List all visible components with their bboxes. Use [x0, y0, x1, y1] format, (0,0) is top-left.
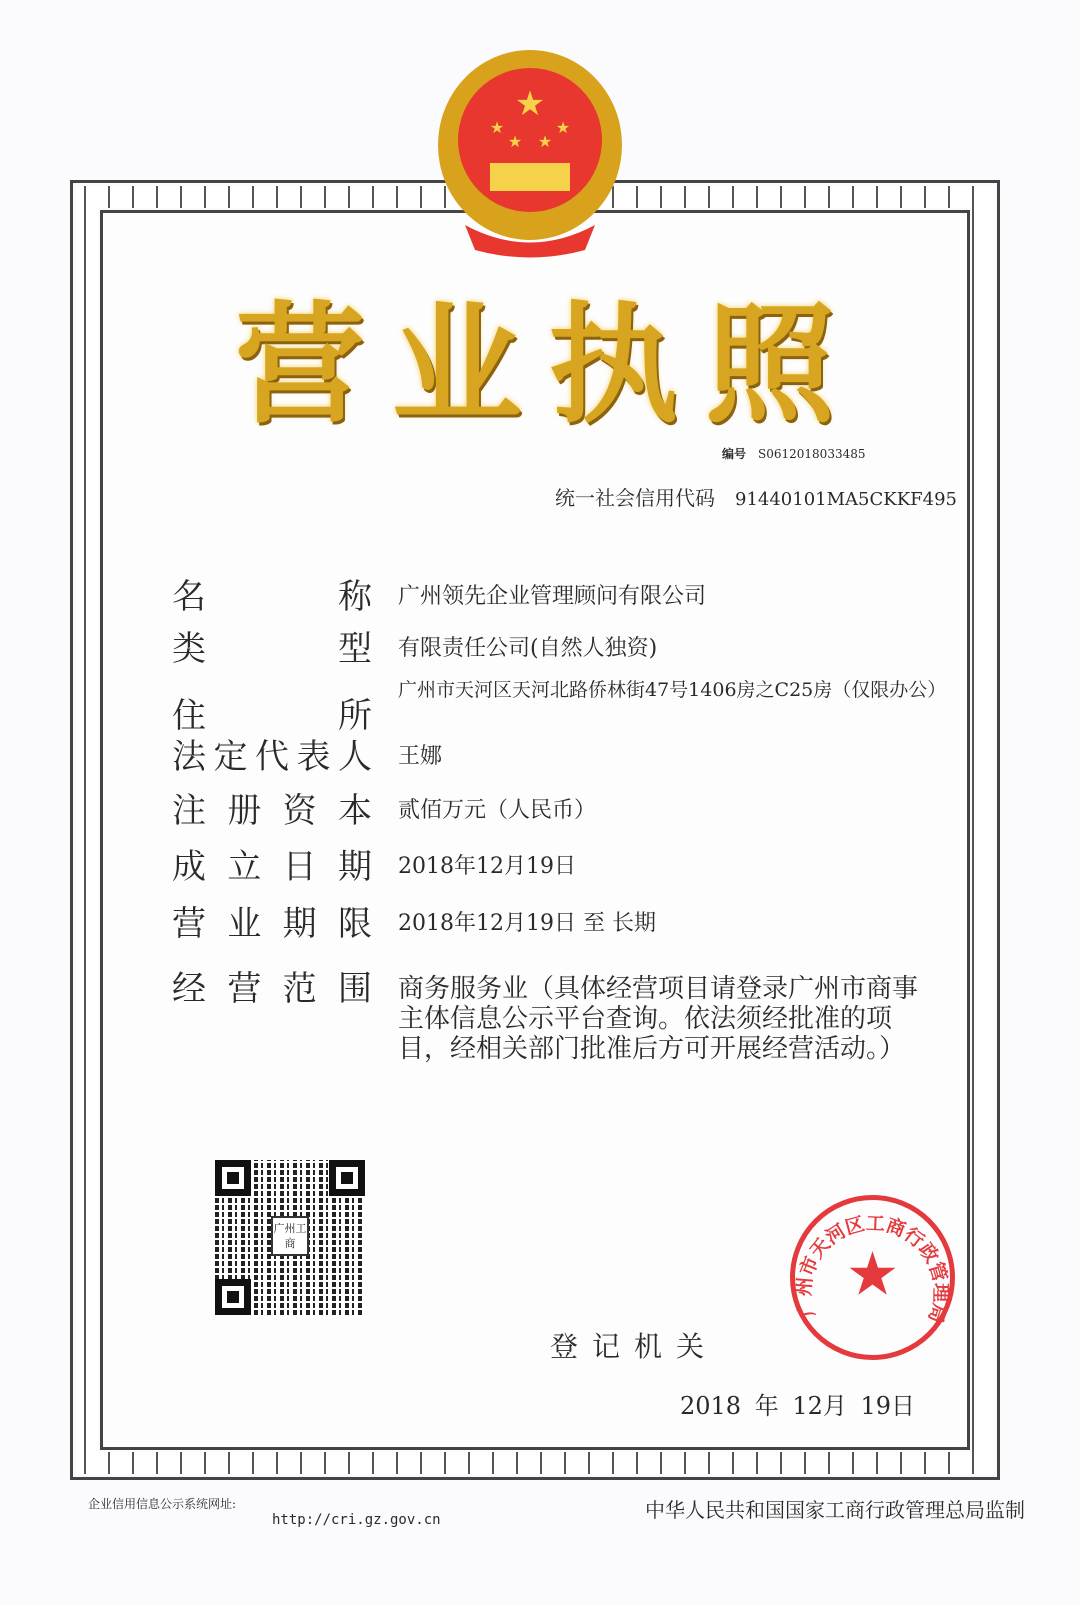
- credit-code: [555, 482, 957, 511]
- footer-url[interactable]: http://cri.gz.gov.cn: [272, 1512, 441, 1528]
- label-char: 人: [338, 737, 372, 777]
- label-char: 注: [172, 791, 206, 831]
- label-char: 经: [172, 969, 206, 1009]
- label-char: 营: [172, 904, 206, 944]
- label-char: 所: [338, 696, 372, 736]
- field-label: [172, 905, 372, 944]
- qr-code[interactable]: [215, 1160, 365, 1315]
- field-value: 广州市天河区天河北路侨林街47号1406房之C25房（仅限办公）: [398, 679, 947, 701]
- label-char: 围: [337, 969, 372, 1009]
- title-char: 营: [235, 289, 366, 441]
- label-char: 期: [282, 904, 317, 944]
- field-label: [172, 630, 372, 669]
- title-char: 执: [548, 289, 679, 441]
- field-value: 贰佰万元（人民币）: [398, 798, 597, 823]
- label-char: 业: [227, 904, 262, 944]
- star-icon: ★: [845, 1239, 900, 1309]
- serial-number: [722, 447, 866, 461]
- label-char: 称: [338, 577, 372, 617]
- label-char: 型: [338, 629, 372, 669]
- national-emblem-icon: [435, 45, 625, 260]
- footer-site-label: 企业信用信息公示系统网址:: [88, 1497, 237, 1511]
- title-char: 照: [704, 289, 835, 441]
- seal-text: 广州市天河区工商行政管理局: [793, 1212, 952, 1326]
- title-char: 业: [391, 289, 522, 441]
- registration-authority: 登记机关: [550, 1330, 719, 1363]
- document-title: [235, 289, 835, 441]
- field-value: 2018年12月19日: [398, 854, 576, 879]
- label-char: 代: [255, 737, 289, 777]
- issue-date: 2018 年 12月 19日: [680, 1392, 916, 1420]
- label-char: 立: [227, 847, 262, 887]
- serial-label: 编号: [722, 447, 747, 461]
- svg-text:★: ★: [514, 84, 546, 124]
- qr-finder: [329, 1160, 365, 1196]
- serial-value: S0612018033485: [758, 447, 866, 461]
- label-char: 册: [227, 791, 262, 831]
- field-label: [172, 738, 372, 777]
- field-label: [172, 578, 372, 617]
- svg-text:★: ★: [507, 132, 523, 151]
- field-value: 王娜: [398, 744, 443, 769]
- field-label: [172, 848, 372, 887]
- svg-text:★: ★: [489, 118, 505, 137]
- label-char: 住: [172, 696, 206, 736]
- field-value: 有限责任公司(自然人独资): [398, 636, 658, 661]
- svg-text:★: ★: [537, 132, 553, 151]
- field-label: [172, 697, 372, 736]
- label-char: 限: [337, 904, 372, 944]
- label-char: 类: [172, 629, 206, 669]
- label-char: 期: [337, 847, 372, 887]
- footer-supervisor: 中华人民共和国国家工商行政管理总局监制: [645, 1498, 1025, 1522]
- label-char: 资: [282, 791, 317, 831]
- label-char: 定: [213, 737, 248, 777]
- label-char: 营: [227, 969, 262, 1009]
- label-char: 名: [172, 577, 206, 617]
- label-char: 表: [296, 737, 331, 777]
- label-char: 成: [172, 847, 206, 887]
- official-seal: [790, 1195, 955, 1360]
- label-char: 法: [172, 737, 206, 777]
- field-value: 广州领先企业管理顾问有限公司: [398, 584, 707, 609]
- qr-finder: [215, 1279, 251, 1315]
- svg-text:★: ★: [555, 118, 571, 137]
- credit-code-label: 统一社会信用代码: [555, 486, 715, 510]
- field-value: 2018年12月19日 至 长期: [398, 911, 656, 936]
- field-label: [172, 792, 372, 831]
- qr-logo: 广州工商: [271, 1216, 309, 1256]
- field-label: [172, 970, 372, 1009]
- field-value: 商务服务业（具体经营项目请登录广州市商事主体信息公示平台查询。依法须经批准的项目，经相关部门批准后方可开展经营活动。）: [398, 974, 919, 1064]
- qr-finder: [215, 1160, 251, 1196]
- label-char: 范: [282, 969, 317, 1009]
- credit-code-value: 91440101MA5CKKF495: [735, 489, 958, 510]
- label-char: 日: [282, 847, 317, 887]
- label-char: 本: [337, 791, 372, 831]
